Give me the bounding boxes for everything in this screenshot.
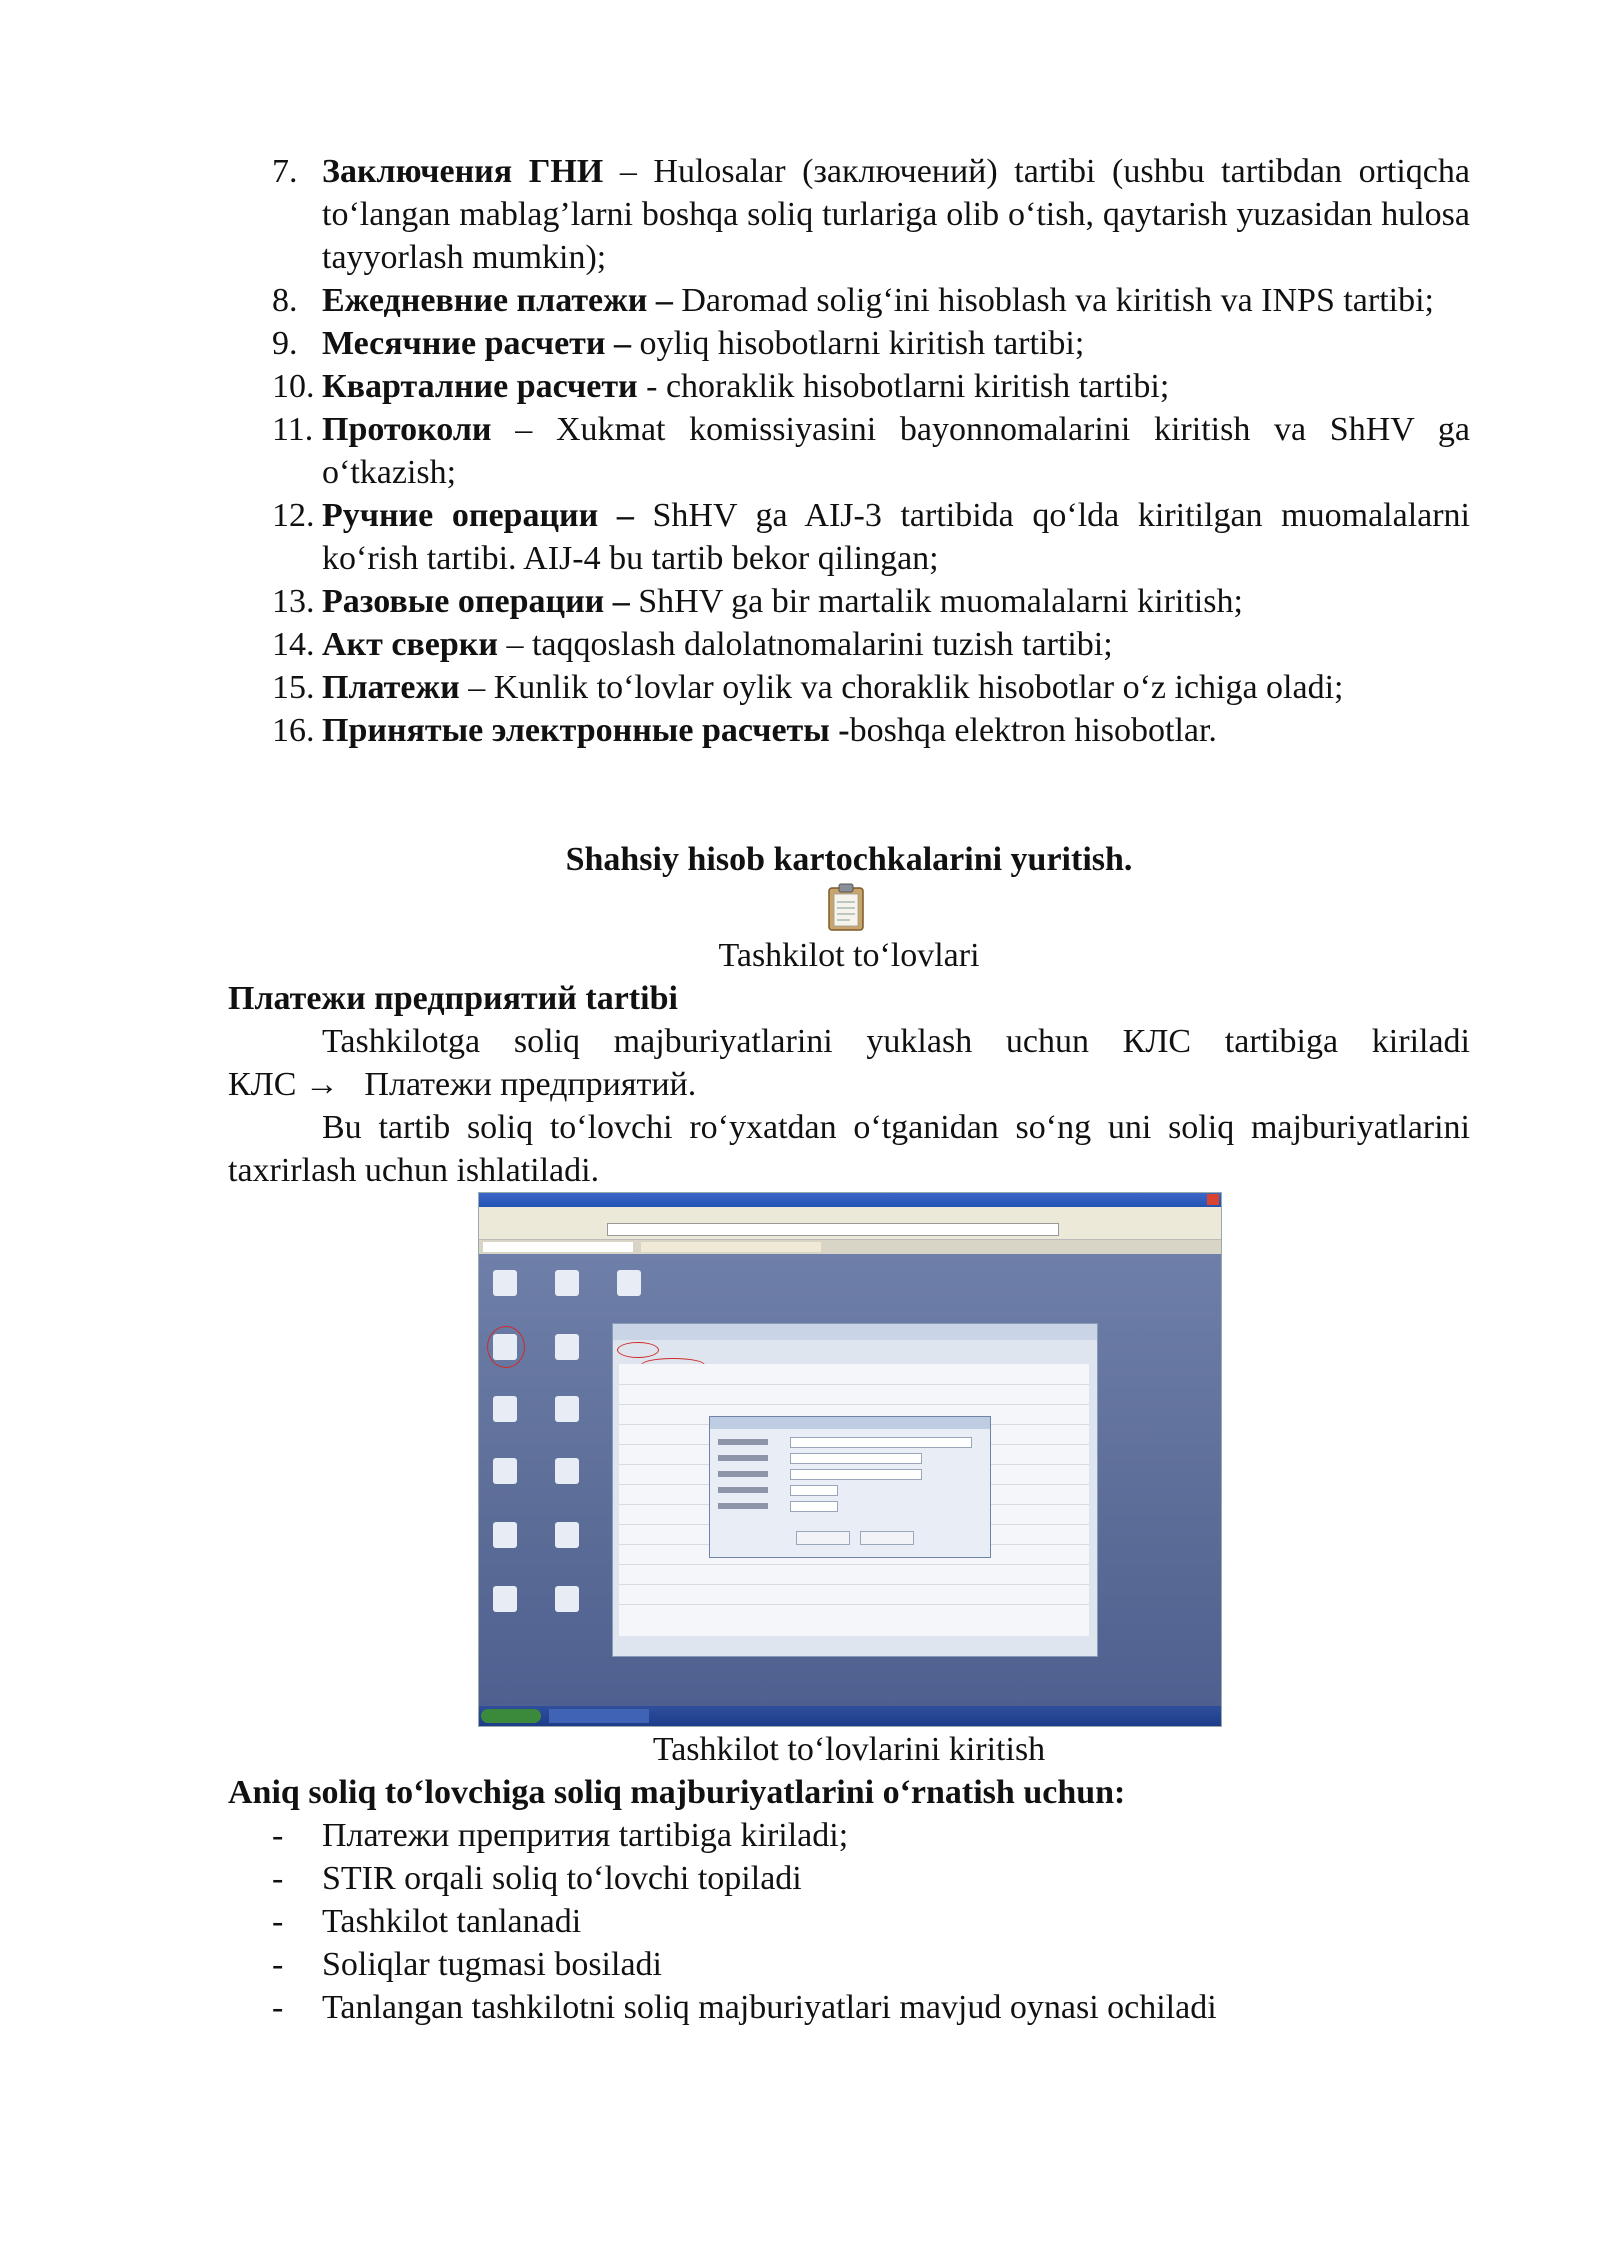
item-number: 14. xyxy=(272,626,315,663)
step-item xyxy=(228,1900,1470,1943)
item-term: Разовые операции – xyxy=(322,583,630,620)
desktop-icon xyxy=(555,1334,579,1360)
highlight-oval xyxy=(617,1342,659,1358)
paragraph-2: Bu tartib soliq to‘lovchi ro‘yxatdan o‘tganidan so‘ng uni soliq majburiyatlarini taxrirlash uchun ishlatiladi. xyxy=(228,1109,1470,1189)
item-separator: – xyxy=(459,669,494,706)
dash-bullet: - xyxy=(272,1989,284,2026)
desktop-icon xyxy=(493,1586,517,1612)
app-window-titlebar xyxy=(613,1324,1097,1340)
dash-bullet: - xyxy=(272,1817,284,1854)
step-item xyxy=(228,1986,1470,2029)
browser-navbar xyxy=(479,1219,1221,1240)
menu-path: Платежи предприятий. xyxy=(364,1066,697,1103)
kls-label: КЛС xyxy=(228,1066,297,1103)
step-text: Tanlangan tashkilotni soliq majburiyatlari mavjud oynasi ochiladi xyxy=(322,1989,1217,2026)
paragraph-1 xyxy=(228,1020,1470,1106)
paragraph-1-line-2 xyxy=(228,1063,1470,1106)
item-description: taqqoslash dalolatnomalarini tuzish tartibi; xyxy=(531,626,1113,663)
numbered-item xyxy=(228,279,1470,322)
numbered-item xyxy=(228,408,1470,494)
desktop-icon xyxy=(555,1522,579,1548)
item-description: Kunlik to‘lovlar oylik va choraklik hisobotlar o‘z ichiga oladi; xyxy=(493,669,1344,706)
step-text: Tashkilot tanlanadi xyxy=(322,1903,582,1940)
dialog-field xyxy=(790,1501,838,1512)
grid-line xyxy=(619,1384,1089,1385)
desktop-icon xyxy=(555,1396,579,1422)
numbered-item xyxy=(228,709,1470,752)
grid-line xyxy=(619,1564,1089,1565)
dialog-field xyxy=(790,1437,972,1448)
grid-line xyxy=(619,1604,1089,1605)
item-number: 11. xyxy=(272,411,314,448)
edit-dialog xyxy=(709,1416,991,1558)
icon-caption: Tashkilot to‘lovlari xyxy=(718,937,980,974)
numbered-item xyxy=(228,322,1470,365)
item-term: Платежи xyxy=(322,669,460,706)
numbered-item xyxy=(228,365,1470,408)
desktop-icon xyxy=(617,1270,641,1296)
dialog-save-button xyxy=(796,1531,850,1545)
item-number: 7. xyxy=(272,153,298,190)
section-title: Shahsiy hisob kartochkalarini yuritish. xyxy=(565,841,1133,878)
subheading: Платежи предприятий tartibi xyxy=(228,980,678,1017)
item-description: Xukmat komissiyasini bayonnomalarini kiritish va ShHV ga o‘tkazish; xyxy=(322,411,1471,491)
item-separator: – xyxy=(603,153,654,190)
figure-caption: Tashkilot to‘lovlarini kiritish xyxy=(652,1731,1046,1768)
paragraph-1-line-1: Tashkilotga soliq majburiyatlarini yuklash uchun КЛС tartibiga kiriladi xyxy=(322,1023,1470,1060)
numbered-item xyxy=(228,494,1470,580)
arrow-icon: → xyxy=(304,1066,339,1103)
item-separator: – xyxy=(491,411,556,448)
grid-line xyxy=(619,1404,1089,1405)
address-bar xyxy=(607,1223,1059,1236)
item-description: boshqa elektron hisobotlar. xyxy=(849,712,1217,749)
numbered-list xyxy=(228,150,1470,752)
desktop-icon xyxy=(555,1458,579,1484)
dialog-field xyxy=(790,1453,922,1464)
desktop-icon xyxy=(493,1396,517,1422)
item-number: 10. xyxy=(272,368,315,405)
clipboard-icon xyxy=(826,882,866,932)
numbered-item xyxy=(228,150,1470,279)
item-separator xyxy=(630,583,639,620)
step-item xyxy=(228,1943,1470,1986)
highlight-oval xyxy=(487,1326,525,1368)
item-term: Принятые электронные расчеты - xyxy=(322,712,850,749)
item-number: 16. xyxy=(272,712,315,749)
dash-bullet: - xyxy=(272,1903,284,1940)
desktop-icon xyxy=(493,1522,517,1548)
browser-tab xyxy=(483,1242,633,1252)
screenshot-figure xyxy=(478,1192,1222,1727)
item-number: 12. xyxy=(272,497,315,534)
browser-titlebar xyxy=(479,1193,1221,1207)
grid-line xyxy=(619,1584,1089,1585)
item-number: 8. xyxy=(272,282,298,319)
dialog-label xyxy=(718,1471,768,1477)
taskbar-item xyxy=(549,1709,649,1723)
item-description: oyliq hisobotlarni kiritish tartibi; xyxy=(639,325,1085,362)
step-text: STIR orqali soliq to‘lovchi topiladi xyxy=(322,1860,802,1897)
item-term: Заключения ГНИ xyxy=(322,153,604,190)
item-term: Протоколи xyxy=(322,411,492,448)
step-text: Soliqlar tugmasi bosiladi xyxy=(322,1946,662,1983)
dialog-titlebar xyxy=(710,1417,990,1429)
item-description: ShHV ga AIJ-3 tartibida qo‘lda kiritilgan muomalalarni ko‘rish tartibi. AIJ-4 bu tartib bekor qilingan; xyxy=(322,497,1470,577)
desktop-icon xyxy=(555,1586,579,1612)
desktop-icon xyxy=(555,1270,579,1296)
item-term: Акт сверки xyxy=(322,626,498,663)
dash-bullet: - xyxy=(272,1860,284,1897)
start-button xyxy=(481,1709,541,1723)
item-description: Daromad solig‘ini hisoblash va kiritish va INPS tartibi; xyxy=(681,282,1435,319)
item-number: 15. xyxy=(272,669,315,706)
browser-menubar xyxy=(479,1207,1221,1219)
item-description: choraklik hisobotlarni kiritish tartibi; xyxy=(665,368,1170,405)
browser-tab-2 xyxy=(641,1242,821,1252)
item-number: 9. xyxy=(272,325,298,362)
desktop-icon xyxy=(493,1458,517,1484)
step-item xyxy=(228,1857,1470,1900)
dialog-field xyxy=(790,1469,922,1480)
dialog-field xyxy=(790,1485,838,1496)
step-item xyxy=(228,1814,1470,1857)
dialog-label xyxy=(718,1487,768,1493)
item-term: Кварталние расчети xyxy=(322,368,638,405)
steps-list xyxy=(228,1814,1470,2029)
item-description: Hulosalar (заключений) tartibi (ushbu tartibdan ortiqcha to‘langan mablag’larni boshqa soliq turlariga olib o‘tish, qaytarish yuzasidan hulosa tayyorlash mumkin); xyxy=(322,153,1470,276)
desktop-icon xyxy=(493,1270,517,1296)
dialog-label xyxy=(718,1455,768,1461)
numbered-item xyxy=(228,623,1470,666)
dialog-label xyxy=(718,1439,768,1445)
item-separator: - xyxy=(637,368,666,405)
item-separator: – xyxy=(497,626,532,663)
numbered-item xyxy=(228,666,1470,709)
steps-heading: Aniq soliq to‘lovchiga soliq majburiyatlarini o‘rnatish uchun: xyxy=(228,1774,1126,1811)
dialog-cancel-button xyxy=(860,1531,914,1545)
close-icon xyxy=(1207,1194,1219,1205)
numbered-item xyxy=(228,580,1470,623)
step-text: Платежи препрития tartibiga kiriladi; xyxy=(322,1817,849,1854)
item-term: Ежедневние платежи – xyxy=(322,282,673,319)
item-number: 13. xyxy=(272,583,315,620)
item-description: ShHV ga bir martalik muomalalarni kiritish; xyxy=(638,583,1243,620)
dialog-label xyxy=(718,1503,768,1509)
item-separator xyxy=(634,497,653,534)
item-term: Ручние операции – xyxy=(322,497,634,534)
browser-tabbar xyxy=(479,1240,1221,1254)
dash-bullet: - xyxy=(272,1946,284,1983)
item-term: Месячние расчети – xyxy=(322,325,631,362)
taskbar xyxy=(479,1706,1221,1726)
